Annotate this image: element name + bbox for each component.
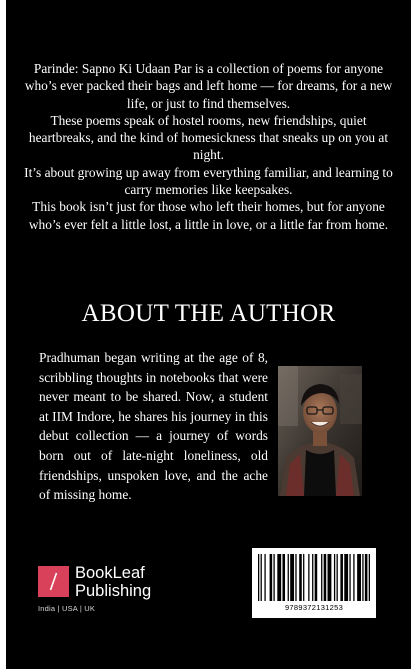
author-photo-image: [278, 366, 362, 496]
barcode-bar: [264, 554, 265, 601]
blurb-paragraph-3: It’s about growing up away from everything familiar, and learning to carry memories like keepsakes.: [24, 164, 393, 198]
barcode-bar: [321, 554, 322, 601]
barcode-bar: [324, 554, 327, 601]
publisher-name: [75, 564, 151, 600]
barcode-bar: [337, 554, 338, 601]
barcode-bar: [362, 554, 363, 601]
barcode-bar: [290, 554, 294, 601]
isbn-number: 9789372131253: [284, 603, 344, 612]
barcode-bar: [328, 554, 332, 601]
barcode-bar: [369, 554, 370, 601]
blurb-paragraph-1: Parinde: Sapno Ki Udaan Par is a collection of poems for anyone who’s ever packed their bags and left home — for dreams, for a new life, or just to find themselves.: [24, 61, 393, 111]
publisher-logo: [38, 566, 178, 616]
barcode-bars: [257, 554, 371, 601]
barcode-bar: [353, 554, 354, 601]
barcode-bar: [288, 554, 289, 601]
blurb-paragraph-2: These poems speak of hostel rooms, new friendships, quiet heartbreaks, and the kind of homesickness that sneaks up on you at night.: [28, 112, 389, 163]
blurb-paragraph-4: This book isn’t just for those who left their homes, but for anyone who’s ever felt a little lost, a little in love, or a little far from home.: [28, 199, 389, 232]
barcode-bar: [273, 554, 274, 601]
barcode-bar: [277, 554, 281, 601]
barcode-bar: [258, 554, 259, 601]
barcode-bar: [344, 554, 348, 601]
barcode-bar: [299, 554, 302, 601]
barcode-bar: [295, 554, 296, 601]
barcode-bar: [349, 554, 350, 601]
publisher-name-line-1: BookLeaf: [75, 564, 145, 582]
barcode-bar: [334, 554, 335, 601]
isbn-barcode: [252, 548, 376, 618]
back-cover: [6, 0, 411, 669]
author-photo: [278, 366, 362, 496]
barcode-bar: [282, 554, 285, 601]
barcode-bar: [357, 554, 361, 601]
barcode-bar: [270, 554, 273, 601]
barcode-bar: [340, 554, 343, 601]
author-bio: Pradhuman began writing at the age of 8, scribbling thoughts in notebooks that were never meant to be shared. Now, a student at IIM Indore, he shares his journey in this debut collection — a journey of words born out of late-night loneliness, old friendships, unspoken love, and the ache of missing home.: [39, 350, 268, 503]
book-blurb: [22, 60, 395, 233]
bookleaf-logo-icon: [38, 566, 69, 597]
barcode-bar: [312, 554, 313, 601]
publisher-regions: India | USA | UK: [38, 604, 96, 613]
about-author-heading: ABOUT THE AUTHOR: [81, 300, 336, 327]
barcode-bar: [308, 554, 309, 601]
barcode-bar: [315, 554, 318, 601]
publisher-name-line-2: Publishing: [75, 582, 152, 600]
barcode-bar: [303, 554, 304, 601]
barcode-bar: [261, 554, 262, 601]
barcode-bar: [365, 554, 368, 601]
